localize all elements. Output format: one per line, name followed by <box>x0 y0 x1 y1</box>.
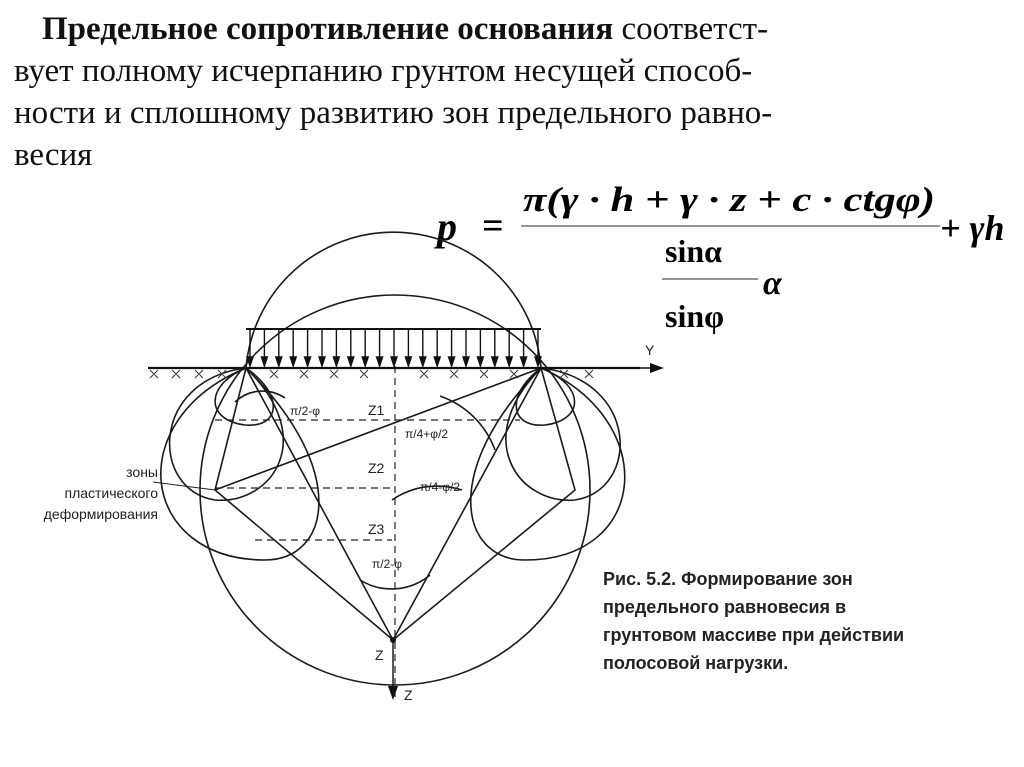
formula-equals: = <box>482 205 504 247</box>
word: несущей способ- <box>513 53 753 89</box>
word: и <box>103 95 122 131</box>
load-arrow-head <box>333 357 339 366</box>
load-arrow-head <box>276 357 282 366</box>
caption-line: полосовой нагрузки. <box>603 653 789 673</box>
caption-line: грунтовом массиве при действии <box>603 625 905 645</box>
z-axis-arrow <box>388 686 398 700</box>
angle-mid2-label: π/4-φ/2 <box>420 480 461 494</box>
load-arrow-head <box>261 357 267 366</box>
angle-bottom-label: π/2-φ <box>372 557 403 571</box>
line1-rest: соответст- <box>621 11 769 47</box>
paragraph-line-4: весия <box>14 137 93 173</box>
zones-label-line: зоны <box>126 464 158 480</box>
right-triangle <box>393 368 575 640</box>
load-arrow-head <box>521 357 527 366</box>
load-arrows <box>247 329 541 366</box>
word: исчерпанию грунтом <box>211 53 506 89</box>
load-arrow-head <box>405 357 411 366</box>
caption-line: Рис. 5.2. Формирование зон <box>603 569 853 589</box>
axis-z-label: Z <box>404 687 413 703</box>
load-arrow-head <box>434 357 440 366</box>
load-arrow-head <box>463 357 469 366</box>
figure-caption <box>603 565 1003 677</box>
term-bold: Предельное сопротивление основания <box>42 11 614 47</box>
load-arrow-head <box>305 357 311 366</box>
formula-lhs: p <box>437 204 457 249</box>
left-zone-large <box>161 368 319 560</box>
word: вует <box>14 53 74 89</box>
axis-y-label: Y <box>645 342 655 358</box>
word: сплошному <box>129 95 292 131</box>
denominator-top: sinα <box>665 233 722 269</box>
load-arrow-head <box>290 357 296 366</box>
denominator-suffix: α <box>763 265 782 302</box>
word: развитию <box>299 95 434 131</box>
load-arrow-head <box>506 357 512 366</box>
zones-label-line: деформирования <box>43 506 158 522</box>
word: полному <box>81 53 203 89</box>
word: равно- <box>680 95 773 131</box>
load-arrow-head <box>247 357 253 366</box>
denominator-bottom: sinφ <box>665 298 725 334</box>
load-arrow-head <box>377 357 383 366</box>
load-arrow-head <box>319 357 325 366</box>
angle-top-label: π/2-φ <box>290 404 321 418</box>
point-z <box>390 637 396 643</box>
plastic-zones-label <box>8 462 158 525</box>
formula-plus-term: + γh <box>940 208 1005 248</box>
word: ности <box>14 95 96 131</box>
y-axis-arrow <box>650 363 664 373</box>
word: предельного <box>497 95 673 131</box>
load-arrow-head <box>391 357 397 366</box>
word: зон <box>442 95 490 131</box>
formula-numerator: π(γ · h + γ · z + c · ctgφ) <box>523 180 935 219</box>
z3-label: Z3 <box>368 521 385 537</box>
load-arrow-head <box>477 357 483 366</box>
load-arrow-head <box>449 357 455 366</box>
load-arrow-head <box>420 357 426 366</box>
point-z-label: Z <box>375 647 384 663</box>
angle-mid1-label: π/4+φ/2 <box>405 427 449 441</box>
load-arrow-head <box>348 357 354 366</box>
load-arrow-head <box>362 357 368 366</box>
z2-label: Z2 <box>368 460 385 476</box>
z1-label: Z1 <box>368 402 385 418</box>
load-arrow-head <box>492 357 498 366</box>
caption-line: предельного равновесия в <box>603 597 847 617</box>
zones-label-line: пластического <box>64 485 158 501</box>
